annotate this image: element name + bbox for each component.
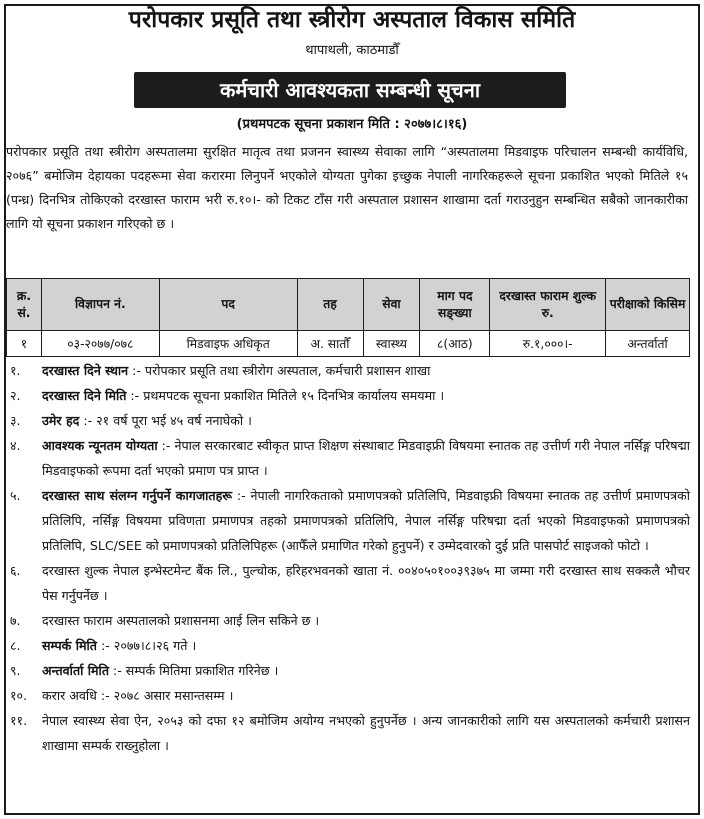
list-item xyxy=(6,633,690,658)
item-label: उमेर हद xyxy=(42,413,80,428)
item-label: अन्तर्वार्ता मिति xyxy=(42,663,110,678)
header-level: तह xyxy=(297,279,363,331)
cell-required-posts: ८(आठ) xyxy=(420,331,490,357)
item-text: करार अवधि :- २०७८ असार मसान्तसम्म । xyxy=(42,688,234,703)
item-label: सम्पर्क मिति xyxy=(42,638,97,653)
header-serial: क्र. सं. xyxy=(7,279,42,331)
item-number: ३. xyxy=(10,413,21,428)
header-exam-type: परीक्षाको किसिम xyxy=(606,279,690,331)
header-service: सेवा xyxy=(363,279,420,331)
item-number: ५. xyxy=(10,488,21,503)
item-text: :- २०७७।८।२६ गते । xyxy=(96,638,197,653)
item-label: दरखास्त दिने स्थान xyxy=(42,363,129,378)
item-number: ७. xyxy=(10,613,21,628)
item-number: १०. xyxy=(10,688,28,703)
list-item xyxy=(6,708,690,758)
item-label: दरखास्त दिने मिति xyxy=(42,388,127,403)
item-number: २. xyxy=(10,388,21,403)
header-advertisement-no: विज्ञापन नं. xyxy=(41,279,159,331)
list-item xyxy=(6,483,690,558)
list-item xyxy=(6,558,690,608)
header-post: पद xyxy=(159,279,297,331)
list-item xyxy=(6,658,690,683)
item-text: :- सम्पर्क मितिमा प्रकाशित गरिनेछ । xyxy=(109,663,279,678)
cell-service: स्वास्थ्य xyxy=(363,331,420,357)
list-item xyxy=(6,433,690,483)
item-number: ४. xyxy=(10,438,21,453)
table-row xyxy=(7,331,690,357)
vacancy-table xyxy=(6,278,690,357)
table-header-row xyxy=(7,279,690,331)
header-application-fee: दरखास्त फाराम शुल्क रु. xyxy=(490,279,606,331)
item-number: ८. xyxy=(10,638,21,653)
location-line: थापाथली, काठमाडौँ xyxy=(305,43,399,58)
item-label: दरखास्त साथ संलग्न गर्नुपर्ने कागजातहरू xyxy=(42,488,233,503)
list-item xyxy=(6,358,690,383)
list-item xyxy=(6,683,690,708)
item-text: :- प्रथमपटक सूचना प्रकाशित मितिले १५ दिनभित्र कार्यालय समयमा । xyxy=(126,388,445,403)
item-text: :- परोपकार प्रसूति तथा स्त्रीरोग अस्पताल, कर्मचारी प्रशासन शाखा xyxy=(128,363,431,378)
notice-title-banner: कर्मचारी आवश्यकता सम्बन्धी सूचना xyxy=(134,72,566,108)
item-text: :- २१ वर्ष पूरा भई ४५ वर्ष ननाघेको । xyxy=(79,413,252,428)
instructions-list xyxy=(6,358,690,758)
list-item xyxy=(6,408,690,433)
list-item xyxy=(6,383,690,408)
item-label: आवश्यक न्यूनतम योग्यता xyxy=(42,438,158,453)
cell-level: अ. सातौँ xyxy=(297,331,363,357)
item-text: :- नेपाल सरकारबाट स्वीकृत प्राप्त शिक्षण संस्थाबाट मिडवाइफ्री विषयमा स्नातक तह उत्तीर्ण गरी नेपाल नर्सिङ्ग परिषद्मा मिडवाइफको रूपमा दर्ता भएको प्रमाण पत्र प्राप्त । xyxy=(42,438,690,478)
publication-date: (प्रथमपटक सूचना प्रकाशन मिति : २०७७।८।१६) xyxy=(236,117,468,132)
item-text: :- नेपाली नागरिकताको प्रमाणपत्रको प्रतिलिपि, मिडवाइफ्री विषयमा स्नातक तह उत्तीर्ण प्रमाणपत्रको प्रतिलिपि, नर्सिङ्ग विषयमा प्रविणता प्रमाणपत्र तहको प्रमाणपत्रको प्रतिलिपि, नेपाल नर्सिङ्ग परिषद्मा दर्ता भएको मिडवाइफको प्रमाणपत्रको प्रतिलिपि, SLC/SEE को प्रमाणपत्रको प्रतिलिपिहरू (आफैँले प्रमाणित गरेको हुनुपर्ने) र उम्मेदवारको दुई प्रति पासपोर्ट साइजको फोटो । xyxy=(42,488,690,553)
item-text: नेपाल स्वास्थ्य सेवा ऐन, २०५३ को दफा १२ बमोजिम अयोग्य नभएको हुनुपर्नेछ । अन्य जानकारीको लागि यस अस्पतालको कर्मचारी प्रशासन शाखामा सम्पर्क राख्नुहोला । xyxy=(42,713,690,753)
item-number: ११. xyxy=(10,713,28,728)
cell-post: मिडवाइफ अधिकृत xyxy=(159,331,297,357)
cell-serial: १ xyxy=(7,331,42,357)
item-number: १. xyxy=(10,363,21,378)
cell-advertisement-no: ०३-२०७७/०७८ xyxy=(41,331,159,357)
item-number: ६. xyxy=(10,563,21,578)
item-text: दरखास्त शुल्क नेपाल इन्भेस्टमेन्ट बैंक लि., पुल्चोक, हरिहरभवनको खाता नं. ००४०५०१००३९३७५ मा जम्मा गरी दरखास्त साथ सक्कलै भौचर पेस गर्नुपर्नेछ । xyxy=(42,563,690,603)
item-number: ९. xyxy=(10,663,21,678)
list-item xyxy=(6,608,690,633)
cell-application-fee: रु.१,०००।- xyxy=(490,331,606,357)
header-required-posts: माग पद सङ्ख्या xyxy=(420,279,490,331)
organization-title: परोपकार प्रसूति तथा स्त्रीरोग अस्पताल विकास समिति xyxy=(128,7,576,33)
cell-exam-type: अन्तर्वार्ता xyxy=(606,331,690,357)
intro-paragraph: परोपकार प्रसूति तथा स्त्रीरोग अस्पतालमा सुरक्षित मातृत्व तथा प्रजनन स्वास्थ्य सेवाका लागि “अस्पतालमा मिडवाइफ परिचालन सम्बन्धी कार्यविधि, २०७६” बमोजिम देहायका पदहरूमा सेवा करारमा लिनुपर्ने भएकोले योग्यता पुगेका इच्छुक नेपाली नागरिकहरूले सूचना प्रकाशित भएको मितिले १५ (पन्ध्र) दिनभित्र तोकिएको दरखास्त फाराम भरी रु.१०।- को टिकट टाँस गरी अस्पताल प्रशासन शाखामा दर्ता गराउनुहुन सम्बन्धित सबैको जानकारीका लागि यो सूचना प्रकाशन गरिएको छ । xyxy=(6,144,688,231)
item-text: दरखास्त फाराम अस्पतालको प्रशासनमा आई लिन सकिने छ । xyxy=(42,613,320,628)
